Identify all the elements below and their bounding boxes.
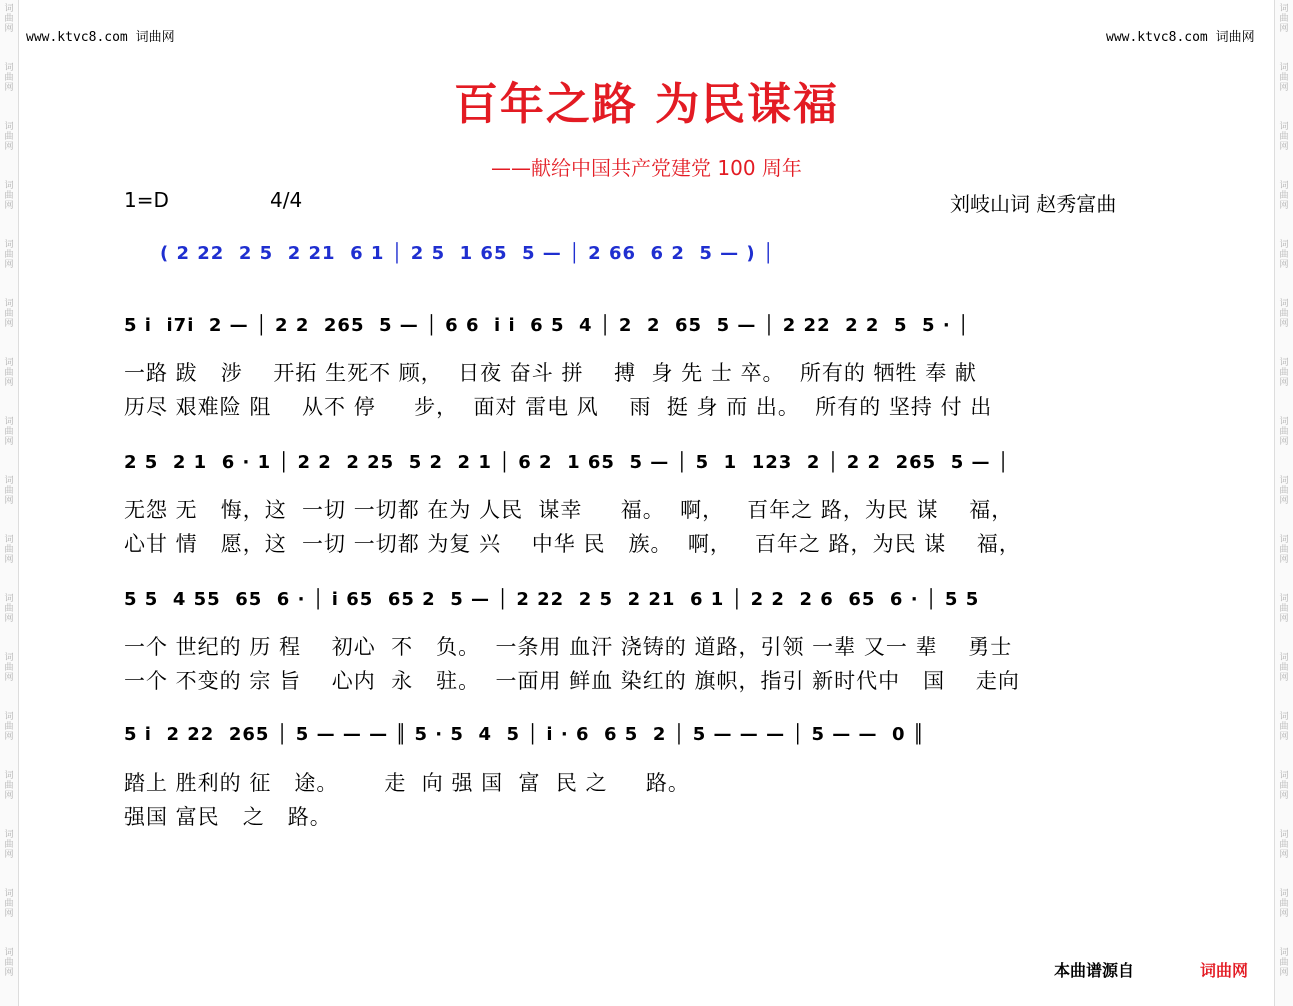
watermark-text: 词 曲 网 (4, 417, 14, 447)
site-url-right (1106, 26, 1255, 45)
watermark-text: 词 曲 网 (1279, 299, 1289, 329)
watermark-text: 词 曲 网 (4, 653, 14, 683)
left-watermark-strip (0, 0, 19, 1006)
watermark-text: 词 曲 网 (1279, 63, 1289, 93)
intro-notes: ( 2 22 2 5 2 21 6 1 │ 2 5 1 65 5 — │ 2 66 6 2 5 — ) │ (160, 243, 775, 264)
watermark-text: 词 曲 网 (1279, 122, 1289, 152)
time-signature: 4/4 (270, 188, 303, 212)
watermark-text: 词 曲 网 (4, 771, 14, 801)
right-watermark-strip (1274, 0, 1293, 1006)
watermark-text: 词 曲 网 (4, 122, 14, 152)
lyric-line-2a: 无怨 无 悔，这 一切 一切都 在为 人民 谋幸 福。 啊， 百年之 路，为民 谋 福， (124, 498, 1014, 522)
watermark-text: 词 曲 网 (4, 948, 14, 978)
watermark-text: 词 曲 网 (1279, 240, 1289, 270)
lyric-line-4b: 强国 富民 之 路。 (124, 805, 332, 829)
key-signature: 1=D (124, 188, 169, 212)
notation-line-1: 5 i i7i 2 — │ 2 2 265 5 — │ 6 6 i i 6 5 4 │ 2 2 65 5 — │ 2 22 2 2 5 5 · │ (124, 315, 970, 336)
notation-line-4: 5 i 2 22 265 │ 5 — — — ║ 5 · 5 4 5 │ i · 6 6 5 2 │ 5 — — — │ 5 — — 0 ║ (124, 724, 925, 745)
watermark-text: 词 曲 网 (4, 4, 14, 34)
watermark-text: 词 曲 网 (1279, 948, 1289, 978)
notation-line-3: 5 5 4 55 65 6 · │ i 65 65 2 5 — │ 2 22 2 5 2 21 6 1 │ 2 2 2 6 65 6 · │ 5 5 (124, 589, 980, 610)
watermark-text: 词 曲 网 (1279, 653, 1289, 683)
watermark-text: 词 曲 网 (1279, 476, 1289, 506)
lyric-line-3b: 一个 不变的 宗 旨 心内 永 驻。 一面用 鲜血 染红的 旗帜，指引 新时代中 国 走向 (124, 669, 1020, 693)
watermark-text: 词 曲 网 (4, 358, 14, 388)
notation-line-2: 2 5 2 1 6 · 1 │ 2 2 2 25 5 2 2 1 │ 6 2 1 65 5 — │ 5 1 123 2 │ 2 2 265 5 — │ (124, 452, 1010, 473)
watermark-text: 词 曲 网 (1279, 181, 1289, 211)
watermark-text: 词 曲 网 (1279, 771, 1289, 801)
footer-brand: 词曲网 (1200, 961, 1249, 980)
watermark-text: 词 曲 网 (4, 594, 14, 624)
site-url-text: www.ktvc8.com (1106, 30, 1208, 45)
watermark-text: 词 曲 网 (4, 889, 14, 919)
song-title: 百年之路 为民谋福 (453, 79, 840, 130)
watermark-text: 词 曲 网 (4, 712, 14, 742)
site-url-left (26, 26, 175, 45)
site-name-text: 词曲网 (135, 30, 175, 45)
watermark-text: 词 曲 网 (4, 535, 14, 565)
watermark-text: 词 曲 网 (4, 476, 14, 506)
lyric-line-1a: 一路 跋 涉 开拓 生死不 顾， 日夜 奋斗 拼 搏 身 先 士 卒。 所有的 牺牲 奉 献 (124, 361, 977, 385)
watermark-text: 词 曲 网 (4, 830, 14, 860)
footer-source-label: 本曲谱源自 (1054, 961, 1135, 980)
watermark-text: 词 曲 网 (1279, 830, 1289, 860)
watermark-text: 词 曲 网 (1279, 4, 1289, 34)
watermark-text: 词 曲 网 (1279, 594, 1289, 624)
site-name-text: 词曲网 (1215, 30, 1255, 45)
lyric-line-2b: 心甘 情 愿，这 一切 一切都 为复 兴 中华 民 族。 啊， 百年之 路，为民 谋 福， (124, 532, 1021, 556)
watermark-text: 词 曲 网 (1279, 535, 1289, 565)
watermark-text: 词 曲 网 (4, 299, 14, 329)
watermark-text: 词 曲 网 (1279, 712, 1289, 742)
lyric-line-3a: 一个 世纪的 历 程 初心 不 负。 一条用 血汗 浇铸的 道路，引领 一辈 又一 辈 勇士 (124, 635, 1013, 659)
watermark-text: 词 曲 网 (1279, 889, 1289, 919)
watermark-text: 词 曲 网 (1279, 417, 1289, 447)
lyric-line-1b: 历尽 艰难险 阻 从不 停 步， 面对 雷电 风 雨 挺 身 而 出。 所有的 坚持 付 出 (124, 395, 993, 419)
lyric-line-4a: 踏上 胜利的 征 途。 走 向 强 国 富 民 之 路。 (124, 771, 690, 795)
credits: 刘岐山词 赵秀富曲 (950, 192, 1117, 216)
watermark-text: 词 曲 网 (1279, 358, 1289, 388)
song-subtitle: ——献给中国共产党建党 100 周年 (491, 156, 802, 180)
watermark-text: 词 曲 网 (4, 181, 14, 211)
watermark-text: 词 曲 网 (4, 240, 14, 270)
site-url-text: www.ktvc8.com (26, 30, 128, 45)
watermark-text: 词 曲 网 (4, 63, 14, 93)
